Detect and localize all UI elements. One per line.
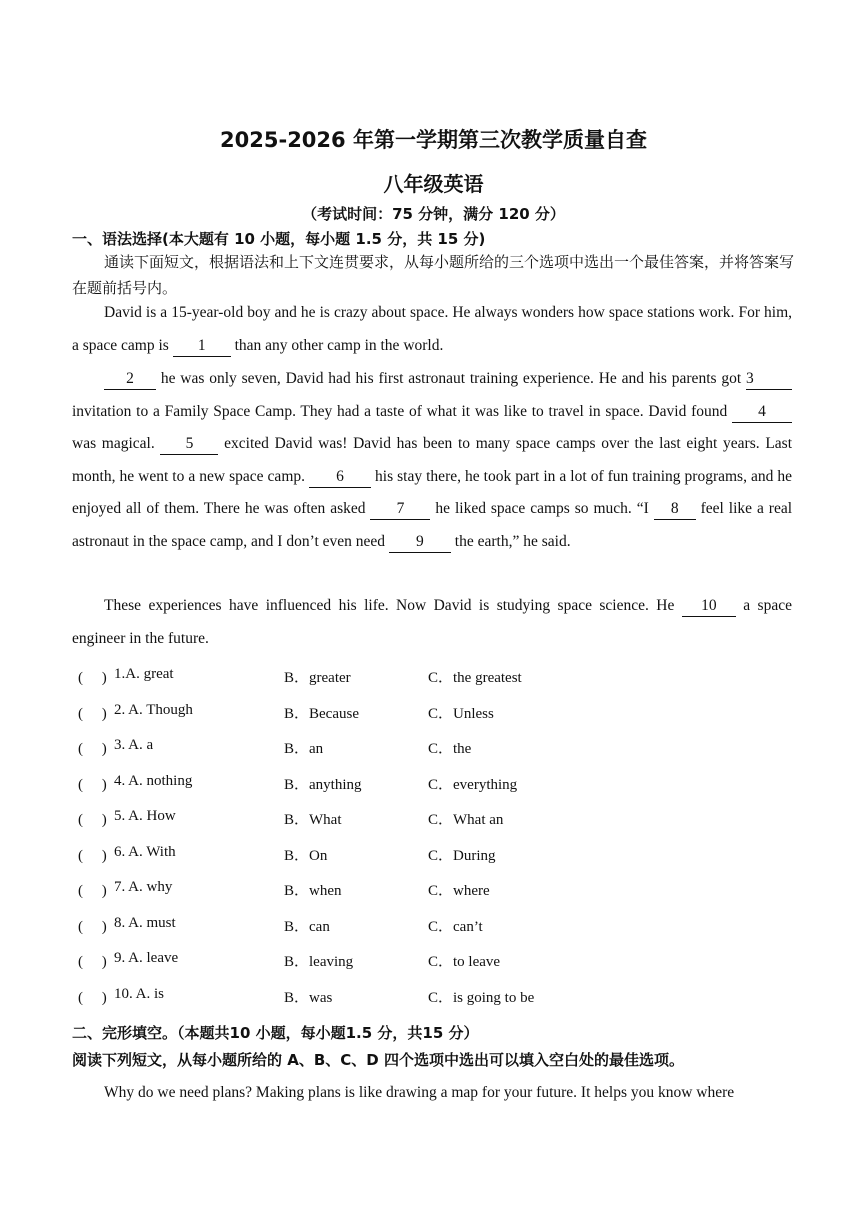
answer-bracket: ( ) [78, 670, 107, 686]
answer-bracket: ( ) [78, 989, 107, 1006]
question-option-c: C．is going to be [428, 989, 535, 1006]
passage-text: he was only seven, David had his first astronaut training experience. He and his parents got [156, 370, 746, 387]
section-1-instructions: 通读下面短文，根据语法和上下文连贯要求，从每小题所给的三个选项中选出一个最佳答案，并将答案写在题前括号内。 [72, 253, 795, 297]
passage-paragraph-1 [72, 297, 792, 362]
question-option-a: 6. A. With [114, 843, 176, 860]
passage-paragraph-3 [72, 590, 792, 655]
question-option-a: 5. A. How [114, 808, 176, 824]
question-option-c: C．During [428, 847, 496, 864]
answer-bracket: ( ) [78, 776, 107, 793]
question-option-c: C．the greatest [428, 670, 522, 686]
answer-bracket: ( ) [78, 918, 107, 935]
question-option-a: 2. A. Though [114, 701, 193, 718]
question-1 [72, 666, 792, 702]
question-8 [72, 915, 792, 951]
question-7 [72, 879, 792, 915]
question-option-b: B．Because [284, 705, 359, 722]
question-option-c: C．the [428, 741, 472, 757]
question-option-a: 10. A. is [114, 985, 165, 1002]
passage-text: the earth,” he said. [450, 532, 571, 550]
cloze-passage-paragraph-1: Why do we need plans? Making plans is like drawing a map for your future. It helps you know where [104, 1084, 735, 1101]
blank-10: 10 [682, 596, 736, 617]
blank-7: 7 [370, 499, 430, 520]
question-option-b: B．an [284, 741, 324, 757]
blank-2: 2 [104, 369, 156, 390]
question-option-a: 3. A. a [114, 737, 154, 753]
question-option-a: 9. A. leave [114, 950, 179, 966]
question-2 [72, 702, 792, 738]
question-option-c: C．Unless [428, 705, 494, 722]
question-option-c: C．where [428, 883, 490, 899]
blank-3: 3 [746, 369, 792, 390]
passage-text: These experiences have influenced his life. Now David is studying space science. He [104, 597, 682, 614]
section-2-instructions: 阅读下列短文，从每小题所给的 A、B、C、D 四个选项中选出可以填入空白处的最佳选项。 [72, 1051, 684, 1069]
passage-text: David is a 15-year-old boy and he is crazy about space. He always wonders how space stations work. For him, a space camp is [72, 304, 792, 354]
answer-bracket: ( ) [78, 883, 107, 899]
question-option-c: C．What an [428, 812, 504, 828]
question-3 [72, 737, 792, 773]
passage-text: invitation to a Family Space Camp. They had a taste of what it was like to travel in space. David found [72, 402, 732, 420]
exam-time-and-score: （考试时间：75 分钟，满分 120 分） [302, 205, 565, 223]
passage-text: he liked space camps so much. “I [430, 500, 654, 517]
blank-9: 9 [389, 532, 451, 553]
answer-bracket: ( ) [78, 741, 107, 757]
question-option-b: B．On [284, 847, 328, 864]
passage-text: a space engineer in the future. [72, 597, 792, 647]
question-option-b: B．leaving [284, 954, 354, 970]
passage-text: feel like a real astronaut in the space camp, and I don’t even need [72, 500, 793, 550]
exam-subject: 八年级英语 [383, 172, 484, 196]
answer-bracket: ( ) [78, 812, 107, 828]
answer-bracket: ( ) [78, 705, 107, 722]
question-option-b: B．What [284, 812, 342, 828]
question-option-b: B．anything [284, 776, 362, 793]
question-4 [72, 773, 792, 809]
question-9 [72, 950, 792, 986]
blank-4: 4 [732, 402, 792, 423]
passage-text: excited David was! David has been to many space camps over the last eight years. Last month, he went to a new space camp. [72, 435, 793, 485]
passage-text: his stay there, he took part in a lot of fun training programs, and he enjoyed all of them. There he was often asked [72, 467, 792, 517]
passage-text: than any other camp in the world. [230, 336, 444, 354]
question-option-b: B．was [284, 989, 333, 1006]
blank-8: 8 [654, 499, 696, 520]
question-6 [72, 844, 792, 880]
section-1-heading: 一、语法选择(本大题有 10 小题，每小题 1.5 分，共 15 分) [72, 230, 486, 248]
question-options [72, 666, 792, 1021]
question-option-a: 8. A. must [114, 914, 176, 931]
question-5 [72, 808, 792, 844]
answer-bracket: ( ) [78, 847, 107, 864]
question-option-b: B．when [284, 883, 342, 899]
passage-text: was magical. [72, 435, 161, 452]
question-option-b: B．can [284, 918, 330, 935]
question-option-c: C．everything [428, 776, 518, 793]
exam-title: 2025-2026 年第一学期第三次教学质量自查 [220, 128, 647, 152]
question-option-c: C．to leave [428, 954, 501, 970]
question-option-a: 4. A. nothing [114, 772, 193, 789]
question-option-a: 7. A. why [114, 879, 173, 895]
question-option-a: 1.A. great [114, 666, 174, 682]
blank-6: 6 [309, 467, 371, 488]
question-option-b: B．greater [284, 670, 351, 686]
question-option-c: C．can’t [428, 918, 483, 935]
passage-paragraph-2 [72, 363, 792, 558]
blank-1: 1 [173, 336, 231, 357]
question-10 [72, 986, 792, 1022]
blank-5: 5 [160, 434, 218, 455]
section-2-heading: 二、完形填空。（本题共10 小题，每小题1.5 分，共15 分） [72, 1024, 479, 1042]
answer-bracket: ( ) [78, 954, 107, 970]
